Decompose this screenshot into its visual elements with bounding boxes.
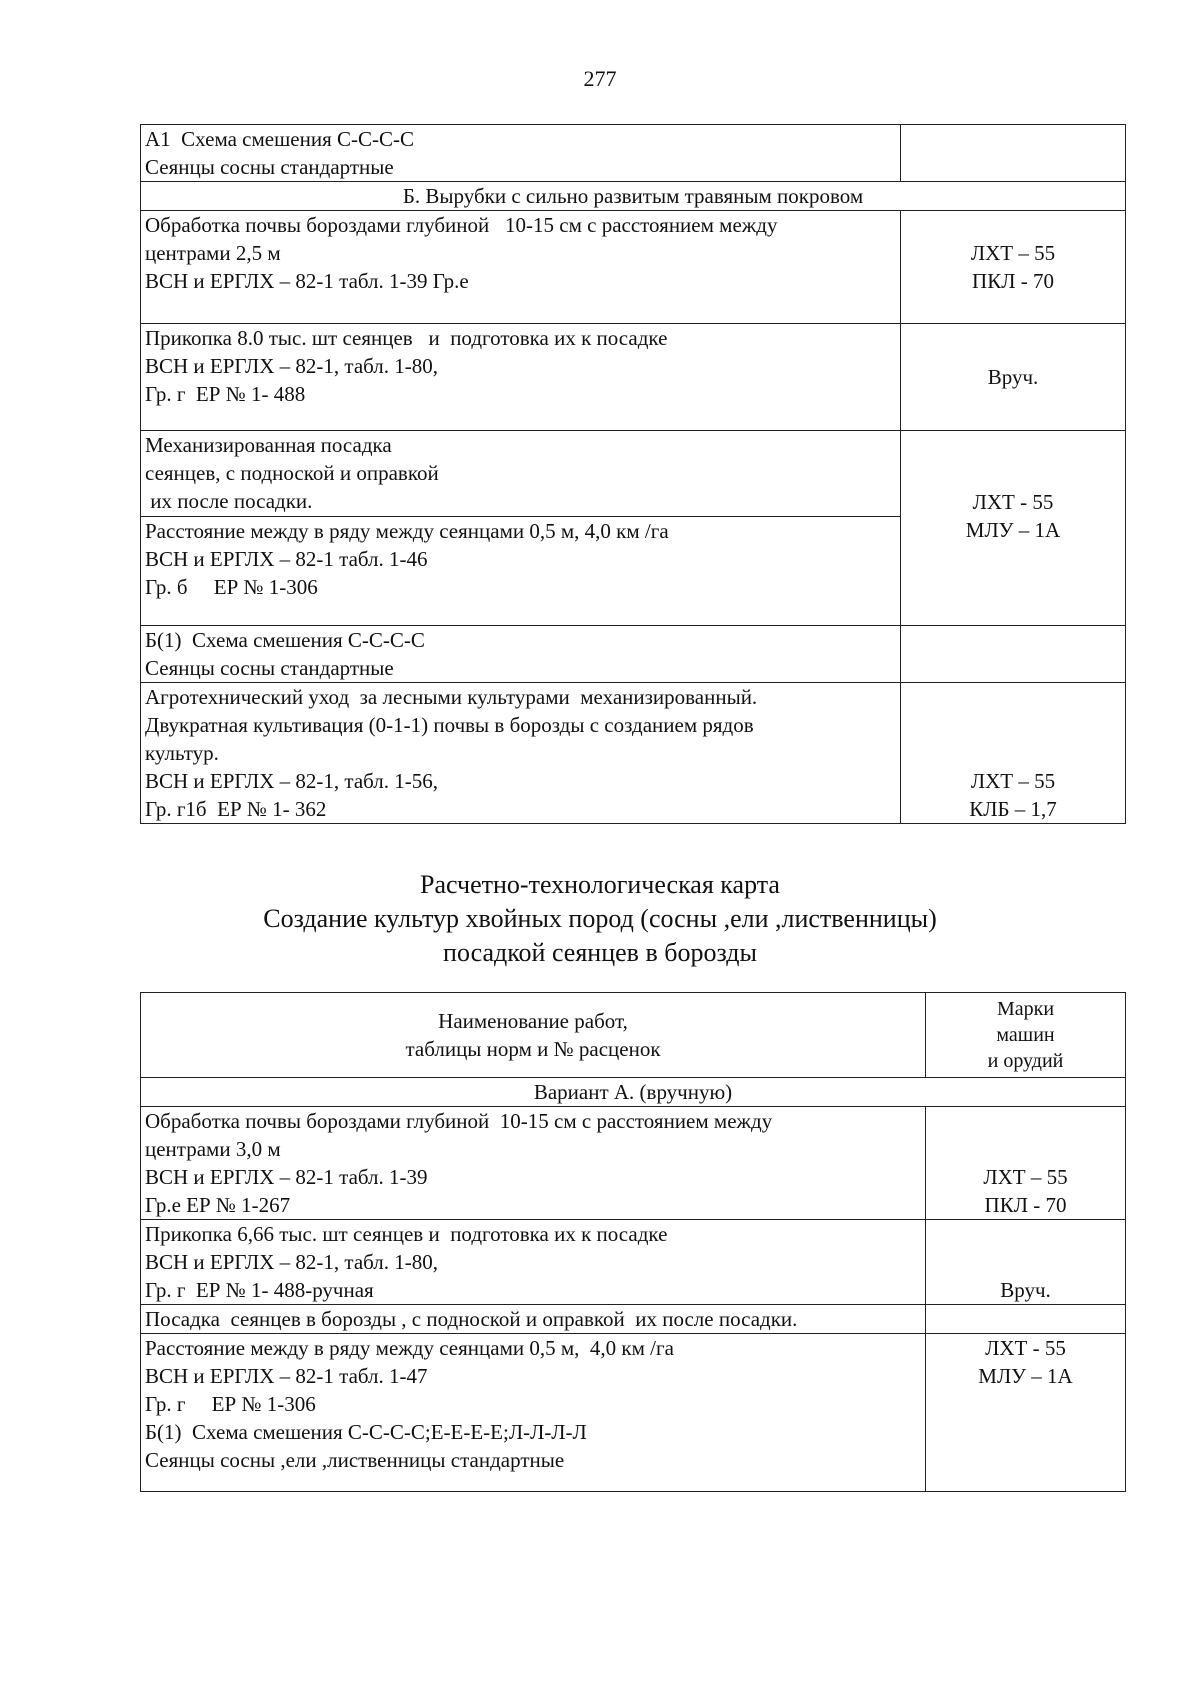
table-row: [141, 1107, 1126, 1220]
machines-cell: [901, 211, 1126, 324]
section-row: [141, 1078, 1126, 1107]
machine-label: ЛХТ - 55: [972, 490, 1054, 514]
header-line: таблицы норм и № расценок: [405, 1037, 661, 1061]
machine-label: ЛХТ – 55: [970, 241, 1056, 265]
header-works: [141, 993, 926, 1078]
cell-line: ВСН и ЕРГЛХ – 82-1 табл. 1-39 Гр.е: [145, 269, 469, 293]
cell-line: культур.: [145, 741, 219, 765]
work-cell: [141, 1305, 926, 1334]
work-cell: [141, 1334, 926, 1492]
cell-line: Расстояние между в ряду между сеянцами 0,5 м, 4,0 км /га: [145, 519, 669, 543]
machines-cell: [926, 1107, 1126, 1220]
machine-label: ПКЛ - 70: [984, 1193, 1067, 1217]
header-line: Наименование работ,: [438, 1009, 628, 1033]
cell-line: Прикопка 8.0 тыс. шт сеянцев и подготовка их к посадке: [145, 326, 668, 350]
work-cell: [141, 211, 901, 324]
cell-line: Гр. г ЕР № 1-306: [145, 1392, 316, 1416]
work-cell: [141, 324, 901, 431]
header-line: машин: [996, 1024, 1055, 1046]
table-row: [141, 211, 1126, 324]
cell-line: Сеянцы сосны стандартные: [145, 155, 394, 179]
cell-line: Гр. г ЕР № 1- 488-ручная: [145, 1278, 374, 1302]
cell-line: ВСН и ЕРГЛХ – 82-1, табл. 1-80,: [145, 354, 439, 378]
cell-line: Обработка почвы бороздами глубиной 10-15 см с расстоянием между: [145, 1109, 773, 1133]
cell-line: Гр. г ЕР № 1- 488: [145, 382, 306, 406]
machine-label: ЛХТ - 55: [985, 1336, 1066, 1360]
cell-line: ВСН и ЕРГЛХ – 82-1 табл. 1-39: [145, 1165, 428, 1189]
variant-heading: Вариант А. (вручную): [141, 1078, 1126, 1107]
machine-label: Вруч.: [987, 365, 1039, 389]
operations-table-continued: [140, 124, 1126, 824]
cell-line: Прикопка 6,66 тыс. шт сеянцев и подготовка их к посадке: [145, 1222, 668, 1246]
work-cell: [141, 431, 901, 517]
card-subtitle-2: посадкой сеянцев в борозды: [443, 938, 757, 967]
cell-line: Гр.е ЕР № 1-267: [145, 1193, 291, 1217]
machine-label: МЛУ – 1А: [978, 1364, 1073, 1388]
cell-line: ВСН и ЕРГЛХ – 82-1, табл. 1-80,: [145, 1250, 439, 1274]
machines-cell: [926, 1305, 1126, 1334]
machines-cell: [901, 125, 1126, 182]
machine-label: ЛХТ – 55: [983, 1165, 1068, 1189]
cell-line: центрами 3,0 м: [145, 1137, 281, 1161]
work-cell: [141, 1220, 926, 1305]
section-row: [141, 182, 1126, 211]
cell-line: центрами 2,5 м: [145, 241, 281, 265]
work-cell: [141, 1107, 926, 1220]
section-heading: Б. Вырубки с сильно развитым травяным покровом: [141, 182, 1126, 211]
cell-line: Сеянцы сосны стандартные: [145, 656, 394, 680]
header-line: Марки: [996, 998, 1055, 1020]
cell-line: ВСН и ЕРГЛХ – 82-1, табл. 1-56,: [145, 769, 439, 793]
work-cell: [141, 517, 901, 626]
machine-label: КЛБ – 1,7: [969, 797, 1057, 821]
header-row: [141, 993, 1126, 1078]
card-title: Расчетно-технологическая карта: [420, 870, 780, 899]
cell-line: Двукратная культивация (0-1-1) почвы в борозды с созданием рядов: [145, 713, 754, 737]
cell-line: ВСН и ЕРГЛХ – 82-1 табл. 1-46: [145, 547, 428, 571]
cell-line: Сеянцы сосны ,ели ,лиственницы стандартные: [145, 1448, 565, 1472]
machines-cell: [901, 626, 1126, 683]
technology-card-table: [140, 992, 1126, 1492]
work-cell: [141, 683, 901, 824]
machine-label: МЛУ – 1А: [965, 518, 1061, 542]
cell-line: Б(1) Схема смешения С-С-С-С;Е-Е-Е-Е;Л-Л-Л-Л: [145, 1420, 587, 1444]
cell-line: Механизированная посадка: [145, 433, 392, 457]
cell-line: Посадка сеянцев в борозды , с подноской и оправкой их после посадки.: [145, 1307, 798, 1331]
cell-line: Расстояние между в ряду между сеянцами 0,5 м, 4,0 км /га: [145, 1336, 674, 1360]
cell-line: Обработка почвы бороздами глубиной 10-15 см с расстоянием между: [145, 213, 778, 237]
cell-line: Гр. г1б ЕР № 1- 362: [145, 797, 327, 821]
cell-line: их после посадки.: [145, 489, 313, 513]
header-line: и орудий: [987, 1050, 1064, 1072]
table-row: [141, 626, 1126, 683]
machines-cell: [926, 1220, 1126, 1305]
machine-label: ЛХТ – 55: [970, 769, 1056, 793]
table-row: [141, 431, 1126, 517]
cell-line: Б(1) Схема смешения С-С-С-С: [145, 628, 425, 652]
card-subtitle: Создание культур хвойных пород (сосны ,ели ,лиственницы): [263, 904, 937, 933]
cell-line: Агротехнический уход за лесными культурами механизированный.: [145, 685, 758, 709]
table-row: [141, 324, 1126, 431]
table-row: [141, 1334, 1126, 1492]
table-row: [141, 1220, 1126, 1305]
cell-line: ВСН и ЕРГЛХ – 82-1 табл. 1-47: [145, 1364, 428, 1388]
cell-line: Гр. б ЕР № 1-306: [145, 575, 318, 599]
work-cell: [141, 125, 901, 182]
header-machines: [926, 993, 1126, 1078]
table-row: [141, 125, 1126, 182]
machine-label: Вруч.: [1000, 1278, 1051, 1302]
page-number: 277: [583, 66, 617, 91]
machines-cell: [901, 431, 1126, 626]
table-row: [141, 1305, 1126, 1334]
machines-cell: [926, 1334, 1126, 1492]
cell-line: сеянцев, с подноской и оправкой: [145, 461, 439, 485]
table-row: [141, 683, 1126, 824]
machines-cell: [901, 324, 1126, 431]
cell-line: А1 Схема смешения С-С-С-С: [145, 127, 415, 151]
work-cell: [141, 626, 901, 683]
machines-cell: [901, 683, 1126, 824]
machine-label: ПКЛ - 70: [972, 269, 1054, 293]
